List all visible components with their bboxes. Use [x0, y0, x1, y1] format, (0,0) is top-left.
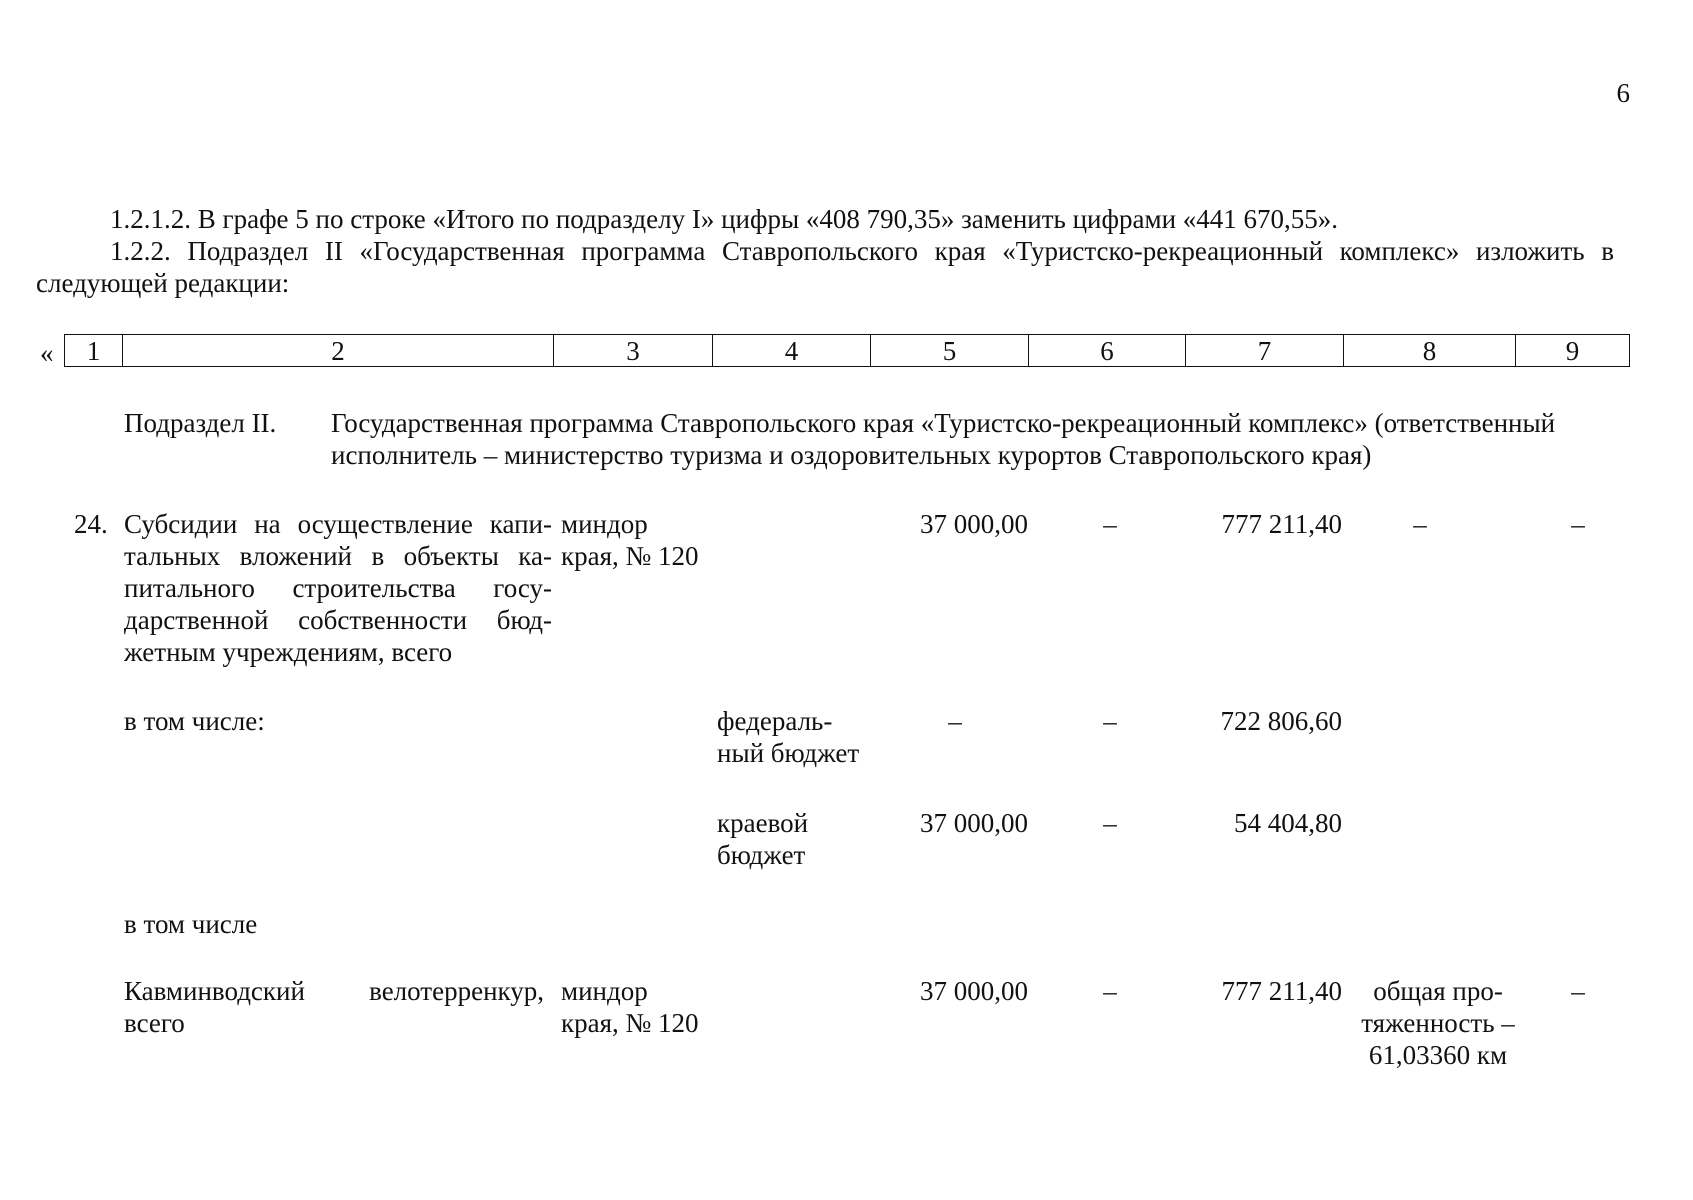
kavminvodsky-col5: 37 000,00 [920, 976, 1028, 1006]
regional-col5: 37 000,00 [920, 808, 1028, 838]
federal-col7: 722 806,60 [1220, 706, 1342, 736]
column-number-3: 3 [554, 335, 713, 367]
federal-col5: – [948, 706, 962, 736]
row-24-col8: – [1413, 509, 1427, 539]
kavminvodsky-col7: 777 211,40 [1221, 976, 1342, 1006]
row-24-executor: миндор края, № 120 [561, 509, 699, 571]
kavminvodsky-executor: миндор края, № 120 [561, 976, 699, 1038]
page-number: 6 [1616, 78, 1630, 108]
regional-col6: – [1103, 808, 1117, 838]
column-number-4: 4 [713, 335, 871, 367]
column-number-9: 9 [1516, 335, 1630, 367]
column-number-header [64, 334, 1630, 367]
kavminvodsky-col6: – [1103, 976, 1117, 1006]
kavminvodsky-col8: общая про-тяженность – 61,03360 км [1361, 976, 1515, 1070]
subsection-label: Подраздел II. [124, 408, 277, 438]
row-24-col7: 777 211,40 [1221, 509, 1342, 539]
column-number-5: 5 [871, 335, 1029, 367]
regional-budget-label: краевой бюджет [717, 808, 809, 870]
row-24-col9: – [1571, 509, 1585, 539]
subsection-title: Государственная программа Ставропольского края «Туристско-рекреационный комплекс» (ответственный исполнитель – министерство туризма и оздоровительных курортов Ставропольского края) [331, 408, 1556, 470]
federal-budget-label: федераль-ный бюджет [717, 706, 860, 768]
column-number-8: 8 [1344, 335, 1516, 367]
including-label-2: в том числе [124, 909, 258, 939]
row-24-number: 24. [74, 509, 108, 539]
regional-col7: 54 404,80 [1234, 808, 1342, 838]
federal-col6: – [1103, 706, 1117, 736]
including-label: в том числе: [124, 706, 265, 736]
row-24-col6: – [1103, 509, 1117, 539]
kavminvodsky-col9: – [1571, 976, 1585, 1006]
paragraph-1-2-1-2: 1.2.1.2. В графе 5 по строке «Итого по подразделу I» цифры «408 790,35» заменить цифрами «441 670,55». [110, 204, 1339, 234]
row-24-col5: 37 000,00 [920, 509, 1028, 539]
column-number-1: 1 [65, 335, 123, 367]
opening-quote: « [40, 338, 54, 368]
paragraph-1-2-2: 1.2.2. Подраздел II «Государственная программа Ставропольского края «Туристско-рекреационный комплекс» изложить в следующей редакции: [36, 236, 1614, 298]
row-24-name: Субсидии на осуществление капи-тальных вложений в объекты ка-питального строительства госу-дарственной собственности бюд-жетным учреждениям, всего [124, 509, 552, 667]
column-number-6: 6 [1029, 335, 1186, 367]
kavminvodsky-name: Кавминводский велотерренкур, всего [124, 976, 544, 1038]
column-number-7: 7 [1186, 335, 1344, 367]
column-number-2: 2 [123, 335, 554, 367]
